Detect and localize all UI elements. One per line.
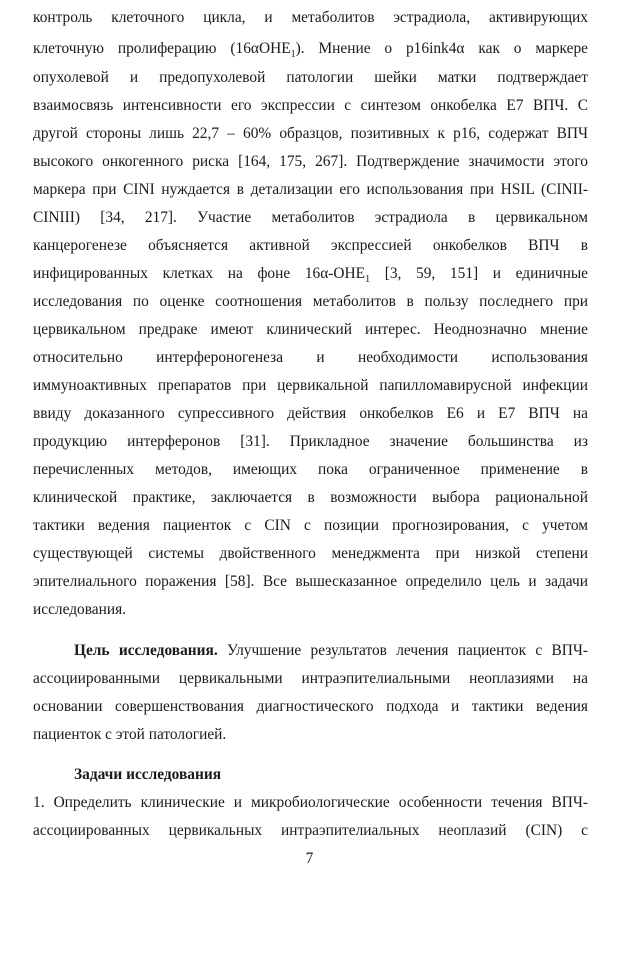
text-line: исследования по оценке соотношения метаболитов в пользу последнего при	[33, 293, 588, 310]
text-line: опухолевой и предопухолевой патологии шейки матки подтверждает	[33, 69, 588, 86]
text-segment: [3, 59, 151] и единичные	[370, 265, 588, 282]
list-item: 1. Определить клинические и микробиологические особенности течения ВПЧ-	[33, 794, 588, 811]
text-line: исследования.	[33, 601, 127, 618]
text-line: CINIII) [34, 217]. Участие метаболитов эстрадиола в цервикальном	[33, 209, 588, 226]
text-line: существующей системы двойственного менеджмента при низкой степени	[33, 545, 588, 562]
text-line: контроль клеточного цикла, и метаболитов эстрадиола, активирующих	[33, 9, 588, 26]
text-line: основании совершенствования диагностического подхода и тактики ведения	[33, 698, 588, 715]
text-line: маркера при CINI нуждается в детализации его использования при HSIL (CINII-	[33, 181, 588, 198]
text-line: другой стороны лишь 22,7 – 60% образцов, позитивных к р16, содержат ВПЧ	[33, 125, 588, 142]
text-line: ассоциированных цервикальных интраэпителиальных неоплазий (CIN) с	[33, 822, 588, 839]
text-line: тактики ведения пациенток с CIN с позиции прогнозирования, с учетом	[33, 517, 588, 534]
section-heading: Задачи исследования	[74, 766, 222, 783]
subscript: 1	[290, 49, 296, 61]
text-line	[74, 637, 588, 665]
text-line: иммуноактивных препаратов при цервикальной папилломавирусной инфекции	[33, 377, 588, 394]
text-line: цервикальном предраке имеют клинический интерес. Неоднозначно мнение	[33, 321, 588, 338]
text-line: относительно интерфероногенеза и необходимости использования	[33, 349, 588, 366]
text-line: эпителиального поражения [58]. Все вышесказанное определило цель и задачи	[33, 573, 588, 590]
goal-label: Цель исследования.	[74, 642, 218, 659]
subscript: 1	[365, 274, 371, 286]
text-line: ввиду доказанного супрессивного действия онкобелков Е6 и Е7 ВПЧ на	[33, 405, 588, 422]
text-segment: клеточную пролиферацию (16αOHE	[33, 40, 291, 57]
text-line: канцерогенезе объясняется активной экспрессией онкобелков ВПЧ в	[33, 237, 588, 254]
text-line	[33, 35, 588, 63]
text-line: ассоциированными цервикальными интраэпителиальными неоплазиями на	[33, 670, 588, 687]
text-segment: ). Мнение о p16ink4α как о маркере	[295, 40, 589, 57]
text-line: продукцию интерферонов [31]. Прикладное значение большинства из	[33, 433, 588, 450]
text-line: взаимосвязь интенсивности его экспрессии с синтезом онкобелка Е7 ВПЧ. С	[33, 97, 588, 114]
text-line: клинической практике, заключается в возможности выбора рациональной	[33, 489, 588, 506]
text-line: пациенток с этой патологией.	[33, 726, 227, 743]
text-line: высокого онкогенного риска [164, 175, 267]. Подтверждение значимости этого	[33, 153, 588, 170]
page-number: 7	[305, 850, 314, 867]
text-line: перечисленных методов, имеющих пока ограниченное применение в	[33, 461, 588, 478]
text-line	[33, 260, 588, 288]
text-segment: Улучшение результатов лечения пациенток с ВПЧ-	[217, 642, 588, 659]
text-segment: инфицированных клетках на фоне 16α-OHE	[33, 265, 366, 282]
